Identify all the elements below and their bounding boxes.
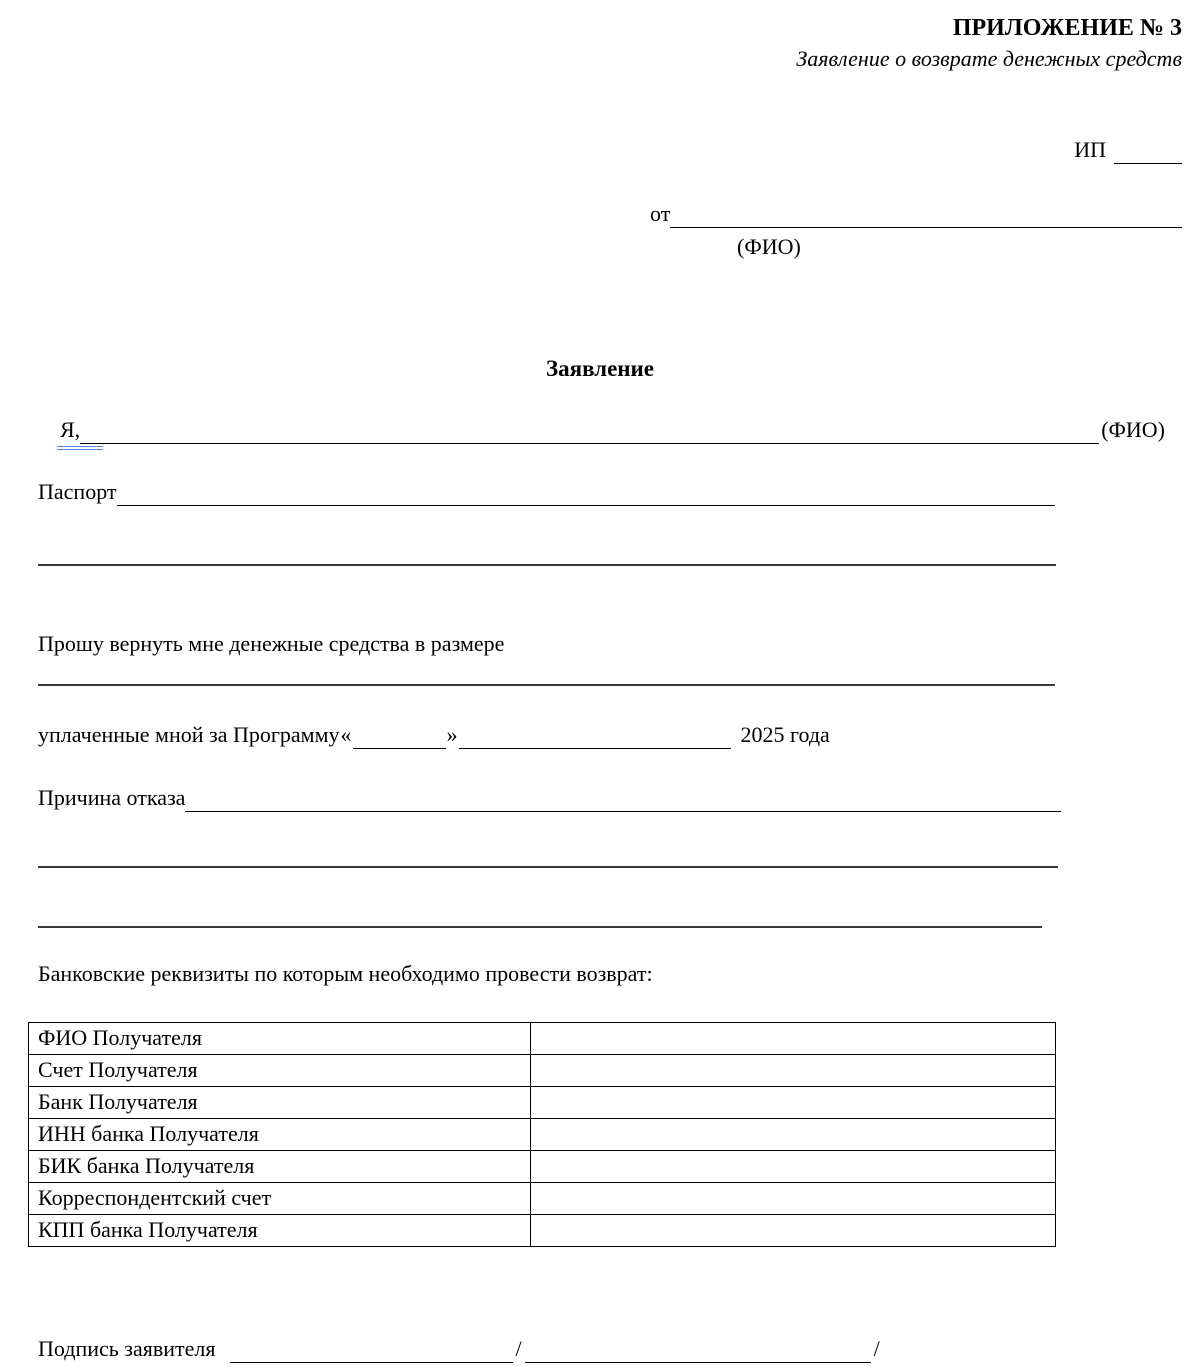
table-row <box>29 1055 1056 1087</box>
row-value-bank-inn[interactable] <box>531 1119 1056 1151</box>
applicant-name-row <box>60 416 1165 444</box>
table-row <box>29 1215 1056 1247</box>
grammar-check-underline-mark <box>57 446 103 450</box>
program-date-fill-line[interactable] <box>459 722 731 749</box>
year-label: 2025 года <box>740 722 830 747</box>
row-label-bank-bik: БИК банка Получателя <box>29 1151 531 1183</box>
slash-separator-1: / <box>515 1336 522 1361</box>
open-quote: « <box>340 722 352 747</box>
program-number-fill-line[interactable] <box>353 722 446 749</box>
appendix-title: ПРИЛОЖЕНИЕ № 3 <box>952 15 1182 41</box>
row-label-bank-kpp: КПП банка Получателя <box>29 1215 531 1247</box>
form-subtitle: Заявление о возврате денежных средств <box>796 46 1182 72</box>
reason-row <box>38 784 1061 812</box>
amount-fill-line[interactable] <box>38 684 1055 686</box>
table-row <box>29 1151 1056 1183</box>
row-label-recipient-fio: ФИО Получателя <box>29 1023 531 1055</box>
row-value-recipient-account[interactable] <box>531 1055 1056 1087</box>
fio-caption: (ФИО) <box>737 234 801 259</box>
passport-fill-line[interactable] <box>117 479 1055 506</box>
from-row <box>650 200 1182 228</box>
passport-row <box>38 478 1055 506</box>
request-text: Прошу вернуть мне денежные средства в размере <box>38 631 505 656</box>
row-value-recipient-fio[interactable] <box>531 1023 1056 1055</box>
row-label-bank-inn: ИНН банка Получателя <box>29 1119 531 1151</box>
signature-name-fill-line[interactable] <box>525 1336 871 1363</box>
i-label: Я, <box>60 417 81 442</box>
reason-continuation-line-2[interactable] <box>38 926 1042 928</box>
slash-separator-2: / <box>873 1336 880 1361</box>
signature-row <box>38 1335 918 1363</box>
reason-continuation-line-1[interactable] <box>38 866 1058 868</box>
applicant-name-fill-line[interactable] <box>80 417 1099 444</box>
bank-details-table <box>28 1022 1056 1247</box>
table-row <box>29 1087 1056 1119</box>
row-label-recipient-bank: Банк Получателя <box>29 1087 531 1119</box>
program-label: уплаченные мной за Программу <box>38 722 340 747</box>
row-value-corr-account[interactable] <box>531 1183 1056 1215</box>
row-label-corr-account: Корреспондентский счет <box>29 1183 531 1215</box>
ip-label: ИП <box>1074 137 1106 162</box>
reason-label: Причина отказа <box>38 785 186 810</box>
fio-suffix-label: (ФИО) <box>1101 417 1165 442</box>
close-quote: » <box>446 722 458 747</box>
ip-fill-line[interactable] <box>1114 137 1182 164</box>
from-label: от <box>650 201 671 226</box>
row-value-bank-kpp[interactable] <box>531 1215 1056 1247</box>
statement-title: Заявление <box>545 356 655 381</box>
from-fill-line[interactable] <box>670 201 1182 228</box>
reason-fill-line[interactable] <box>185 785 1061 812</box>
passport-continuation-line[interactable] <box>38 564 1056 566</box>
row-value-bank-bik[interactable] <box>531 1151 1056 1183</box>
table-row <box>29 1119 1056 1151</box>
row-value-recipient-bank[interactable] <box>531 1087 1056 1119</box>
bank-details-heading: Банковские реквизиты по которым необходимо провести возврат: <box>38 961 653 986</box>
passport-label: Паспорт <box>38 479 117 504</box>
program-row <box>38 721 938 749</box>
document-header <box>796 12 1182 74</box>
signature-fill-line[interactable] <box>230 1336 513 1363</box>
table-row <box>29 1023 1056 1055</box>
ip-row <box>1074 136 1182 164</box>
row-label-recipient-account: Счет Получателя <box>29 1055 531 1087</box>
signature-label: Подпись заявителя <box>38 1336 216 1361</box>
table-row <box>29 1183 1056 1215</box>
